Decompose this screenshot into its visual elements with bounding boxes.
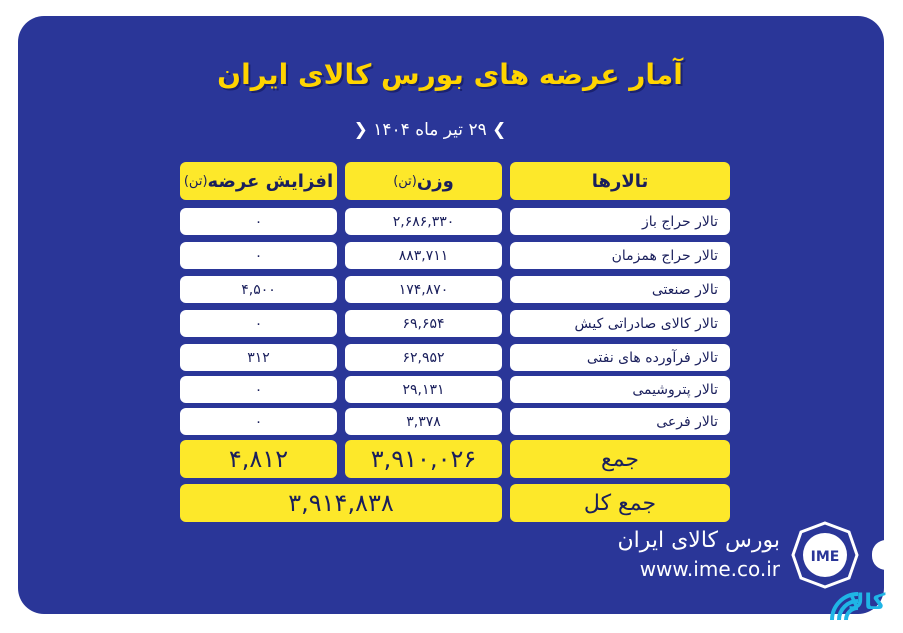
total-value: ۳,۹۱۴,۸۳۸ xyxy=(180,484,502,522)
sum-increase: ۴,۸۱۲ xyxy=(180,440,337,478)
row-weight: ۲۹,۱۳۱ xyxy=(345,376,502,403)
row-increase: ۰ xyxy=(180,408,337,435)
date-text: ۲۹ تیر ماه ۱۴۰۴ xyxy=(373,120,487,140)
row-hall: تالار حراج باز xyxy=(510,208,730,235)
logo-text: IME xyxy=(810,549,840,565)
row-increase: ۰ xyxy=(180,376,337,403)
sum-label: جمع xyxy=(510,440,730,478)
row-weight: ۱۷۴,۸۷۰ xyxy=(345,276,502,303)
brand-name: بورس کالای ایران xyxy=(617,528,780,553)
date-mark-right: ❯ xyxy=(492,120,507,140)
date-label xyxy=(330,120,530,140)
row-increase: ۴,۵۰۰ xyxy=(180,276,337,303)
brand-url: www.ime.co.ir xyxy=(639,557,780,581)
row-weight: ۶۹,۶۵۴ xyxy=(345,310,502,337)
row-weight: ۲,۶۸۶,۳۳۰ xyxy=(345,208,502,235)
header-weight xyxy=(345,162,502,200)
row-increase: ۳۱۲ xyxy=(180,344,337,371)
header-halls xyxy=(510,162,730,200)
watermark-text: کالا xyxy=(848,590,886,615)
sum-weight: ۳,۹۱۰,۰۲۶ xyxy=(345,440,502,478)
row-increase: ۰ xyxy=(180,242,337,269)
header-weight-label: وزن xyxy=(416,170,454,192)
header-increase-unit: (تن) xyxy=(183,173,208,189)
total-label: جمع کل xyxy=(510,484,730,522)
header-increase-label: افزایش عرضه xyxy=(207,170,334,192)
row-increase: ۰ xyxy=(180,208,337,235)
header-weight-unit: (تن) xyxy=(393,173,417,189)
row-hall: تالار فرعی xyxy=(510,408,730,435)
row-increase: ۰ xyxy=(180,310,337,337)
header-halls-label: تالارها xyxy=(591,170,649,192)
page-title: آمار عرضه های بورس کالای ایران xyxy=(217,58,683,91)
row-weight: ۳,۳۷۸ xyxy=(345,408,502,435)
row-weight: ۸۸۳,۷۱۱ xyxy=(345,242,502,269)
row-weight: ۶۲,۹۵۲ xyxy=(345,344,502,371)
header-increase xyxy=(180,162,337,200)
row-hall: تالار کالای صادراتی کیش xyxy=(510,310,730,337)
row-hall: تالار حراج همزمان xyxy=(510,242,730,269)
row-hall: تالار صنعتی xyxy=(510,276,730,303)
row-hall: تالار فرآورده های نفتی xyxy=(510,344,730,371)
row-hall: تالار پتروشیمی xyxy=(510,376,730,403)
date-mark-left: ❮ xyxy=(353,120,368,140)
